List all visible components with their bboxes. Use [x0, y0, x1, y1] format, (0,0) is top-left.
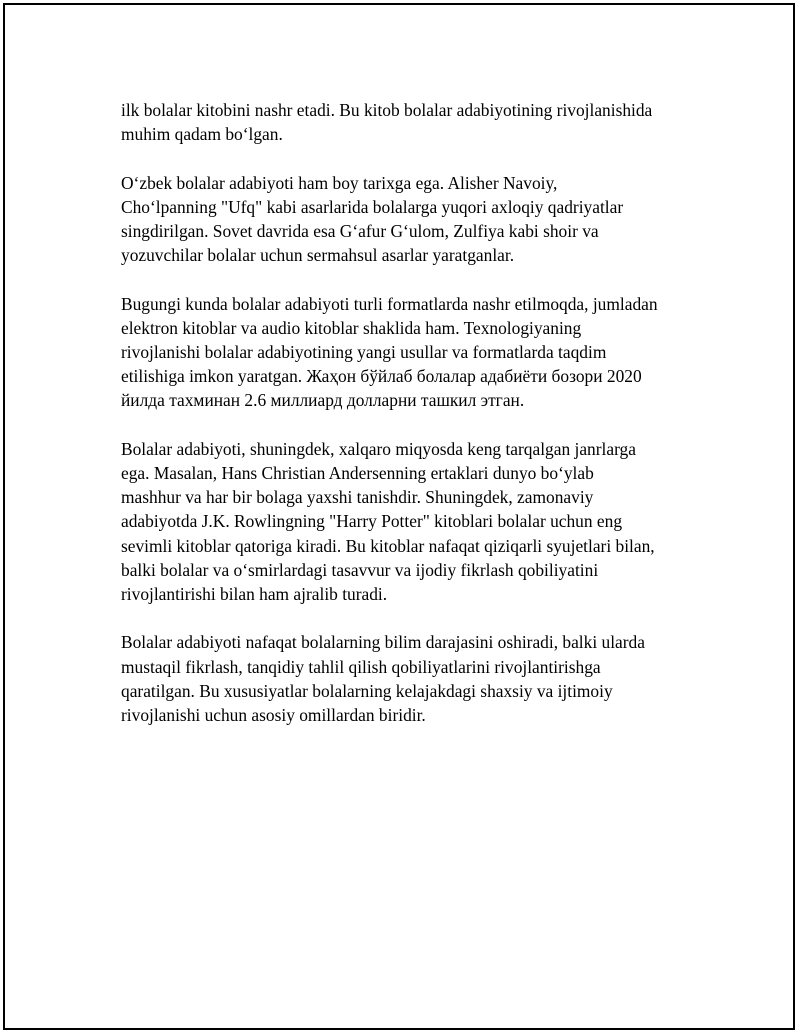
- text-line: balki bolalar va o‘smirlardagi tasavvur va ijodiy fikrlash qobiliyatini: [121, 559, 599, 580]
- paragraph-4: [121, 437, 701, 606]
- text-line: sevimli kitoblar qatoriga kiradi. Bu kitoblar nafaqat qiziqarli syujetlari bilan,: [121, 535, 655, 556]
- text-line: muhim qadam bo‘lgan.: [121, 124, 283, 145]
- text-line: rivojlanishi bolalar adabiyotining yangi usullar va formatlarda taqdim: [121, 342, 607, 362]
- text-line: adabiyotda J.K. Rowlingning "Harry Potter" kitoblari bolalar uchun eng: [121, 511, 623, 532]
- paragraph-1: [121, 98, 701, 146]
- paragraph-5: [121, 630, 701, 727]
- text-line: mashhur va har bir bolaga yaxshi tanishdir. Shuningdek, zamonaviy: [121, 487, 594, 508]
- paragraph-2: [121, 171, 701, 268]
- text-line: rivojlantirishi bilan ham ajralib turadi.: [121, 584, 388, 605]
- text-line: Bugungi kunda bolalar adabiyoti turli formatlarda nashr etilmoqda, jumladan: [121, 293, 658, 314]
- text-line: O‘zbek bolalar adabiyoti ham boy tarixga ega. Alisher Navoiy,: [121, 172, 558, 193]
- text-line: rivojlanishi uchun asosiy omillardan biridir.: [121, 705, 426, 726]
- text-line: Bolalar adabiyoti nafaqat bolalarning bilim darajasini oshiradi, balki ularda: [121, 632, 645, 653]
- text-line: Cho‘lpanning "Ufq" kabi asarlarida bolalarga yuqori axloqiy qadriyatlar: [121, 196, 624, 217]
- text-line: qaratilgan. Bu xususiyatlar bolalarning kelajakdagi shaxsiy va ijtimoiy: [121, 680, 613, 701]
- text-line: ega. Masalan, Hans Christian Andersenning ertaklari dunyo bo‘ylab: [121, 463, 594, 483]
- text-line: elektron kitoblar va audio kitoblar shaklida ham. Texnologiyaning: [121, 317, 582, 338]
- text-line: mustaqil fikrlash, tanqidiy tahlil qilish qobiliyatlarini rivojlantirishga: [121, 656, 601, 677]
- paragraph-3: [121, 292, 701, 413]
- document-body: [121, 98, 701, 751]
- page-border: [3, 3, 795, 1030]
- text-line: ilk bolalar kitobini nashr etadi. Bu kitob bolalar adabiyotining rivojlanishida: [121, 100, 653, 120]
- text-line: etilishiga imkon yaratgan. Жаҳон бўйлаб болалар адабиёти бозори 2020: [121, 366, 642, 387]
- text-line: yozuvchilar bolalar uchun sermahsul asarlar yaratganlar.: [121, 245, 515, 266]
- text-line: singdirilgan. Sovet davrida esa G‘afur G‘ulom, Zulfiya kabi shoir va: [121, 221, 599, 241]
- text-line: йилда тахминан 2.6 миллиард долларни ташкил этган.: [121, 390, 525, 411]
- text-line: Bolalar adabiyoti, shuningdek, xalqaro miqyosda keng tarqalgan janrlarga: [121, 438, 636, 459]
